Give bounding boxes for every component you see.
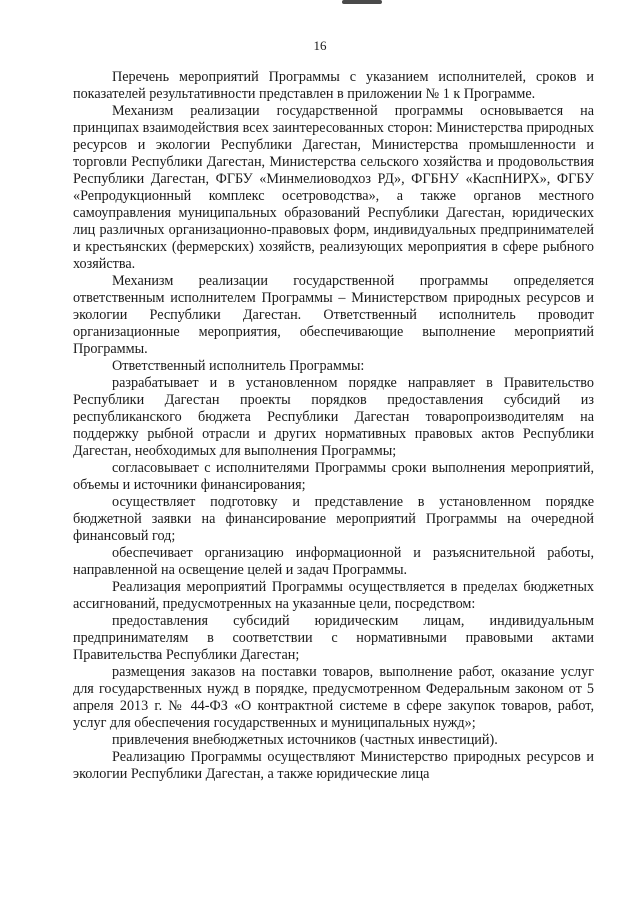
document-body [73, 69, 594, 783]
paragraph: предоставления субсидий юридическим лицам, индивидуальным предпринимателям в соответствии с нормативными правовыми актами Правительства Республики Дагестан; [73, 613, 594, 663]
scan-artifact-mark [342, 0, 382, 4]
paragraph: разрабатывает и в установленном порядке направляет в Правительство Республики Дагестан проекты порядков предоставления субсидий из республиканского бюджета Республики Дагестан товаропроизводителям на поддержку рыбной отрасли и других нормативных правовых актов Республики Дагестан, необходимых для выполнения Программы; [73, 375, 594, 459]
paragraph: привлечения внебюджетных источников (частных инвестиций). [112, 732, 498, 748]
paragraph: осуществляет подготовку и представление в установленном порядке бюджетной заявки на финансирование мероприятий Программы на очередной финансовый год; [73, 494, 594, 544]
paragraph: Перечень мероприятий Программы с указанием исполнителей, сроков и показателей результативности представлен в приложении № 1 к Программе. [73, 69, 594, 102]
paragraph: обеспечивает организацию информационной и разъяснительной работы, направленной на освещение целей и задач Программы. [73, 545, 594, 578]
paragraph: Реализация мероприятий Программы осуществляется в пределах бюджетных ассигнований, предусмотренных на указанные цели, посредством: [73, 579, 594, 612]
paragraph: Механизм реализации государственной программы определяется ответственным исполнителем Программы – Министерством природных ресурсов и экологии Республики Дагестан. Ответственный исполнитель проводит организационные мероприятия, обеспечивающие выполнение мероприятий Программы. [73, 273, 594, 357]
paragraph: Механизм реализации государственной программы основывается на принципах взаимодействия всех заинтересованных сторон: Министерства природных ресурсов и экологии Республики Дагестан, Министерства промышленности и торговли Республики Дагестан, Министерства сельского хозяйства и продовольствия Республики Дагестан, ФГБУ «Минмелиоводхоз РД», ФГБНУ «КаспНИРХ», ФГБУ «Репродукционный комплекс осетроводства», а также органов местного самоуправления муниципальных образований Республики Дагестан, юридических лиц различных организационно-правовых форм, индивидуальных предпринимателей и крестьянских (фермерских) хозяйств, реализующих мероприятия в сфере рыбного хозяйства. [73, 103, 594, 272]
paragraph: Реализацию Программы осуществляют Министерство природных ресурсов и экологии Республики Дагестан, а также юридические лица [73, 749, 594, 782]
paragraph: Ответственный исполнитель Программы: [112, 358, 365, 374]
paragraph: размещения заказов на поставки товаров, выполнение работ, оказание услуг для государственных нужд в порядке, предусмотренном Федеральным законом от 5 апреля 2013 г. № 44-ФЗ «О контрактной системе в сфере закупок товаров, работ, услуг для обеспечения государственных и муниципальных нужд»; [73, 664, 594, 731]
page-number: 16 [313, 38, 327, 53]
paragraph: согласовывает с исполнителями Программы сроки выполнения мероприятий, объемы и источники финансирования; [73, 460, 594, 493]
